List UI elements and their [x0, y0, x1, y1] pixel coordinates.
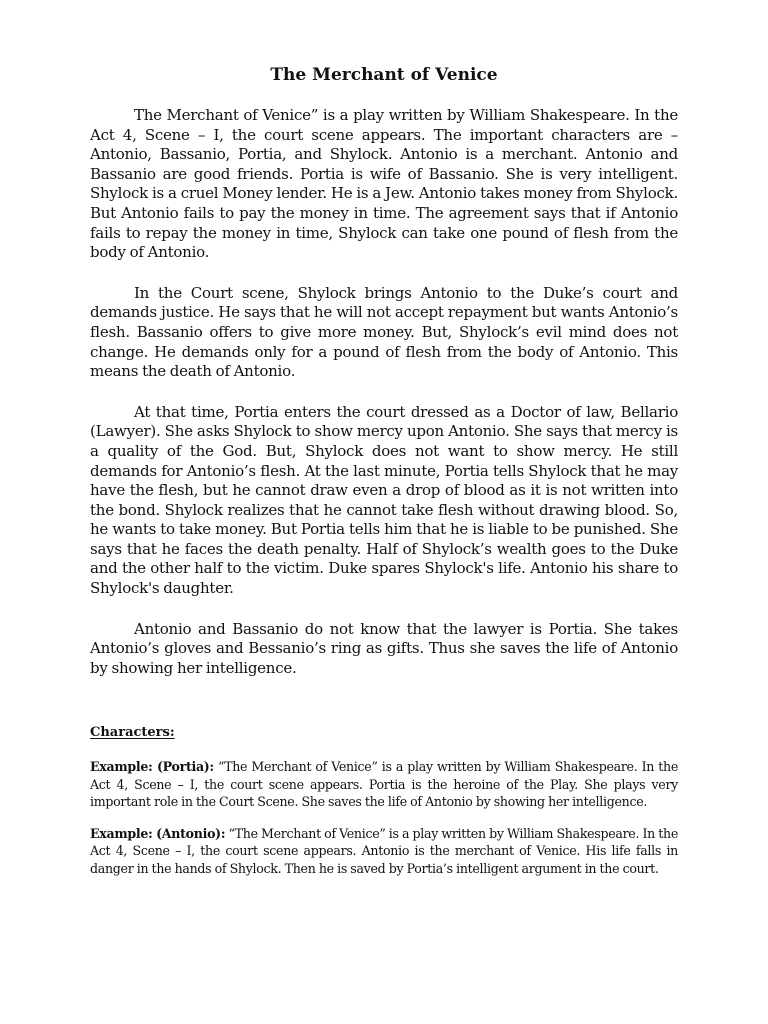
example-portia-label: Example: (Portia): — [90, 759, 214, 774]
example-antonio — [90, 825, 678, 878]
paragraph-conclusion: Antonio and Bassanio do not know that the lawyer is Portia. She takes Antonio’s gloves and Bessanio’s ring as gifts. Thus she saves the life of Antonio by showing her intelligence. — [90, 619, 678, 677]
document-title: The Merchant of Venice — [270, 65, 498, 85]
document-body — [90, 106, 678, 699]
example-portia-text: “The Merchant of Venice” is a play written by William Shakespeare. In the Act 4, Scene – I, the court scene appears. Portia is the heroine of the Play. She plays very important role in the Court Scene. She saves the life of Antonio by showing her intelligence. — [90, 759, 678, 810]
paragraph-portia-enters: At that time, Portia enters the court dressed as a Doctor of law, Bellario (Lawyer). She asks Shylock to show mercy upon Antonio. She says that mercy is a quality of the God. But, Shylock does not want to show mercy. He still demands for Antonio’s flesh. At the last minute, Portia tells Shylock that he may have the flesh, but he cannot draw even a drop of blood as it is not written into the bond. Shylock realizes that he cannot take flesh without drawing blood. So, he wants to take money. But Portia tells him that he is liable to be punished. She says that he faces the death penalty. Half of Shylock’s wealth goes to the Duke and the other half to the victim. Duke spares Shylock's life. Antonio his share to Shylock's daughter. — [90, 402, 678, 598]
characters-section — [90, 724, 678, 892]
paragraph-intro: The Merchant of Venice” is a play written by William Shakespeare. In the Act 4, Scene – I, the court scene appears. The important characters are – Antonio, Bassanio, Portia, and Shylock. Antonio is a merchant. Antonio and Bassanio are good friends. Portia is wife of Bassanio. She is very intelligent. Shylock is a cruel Money lender. He is a Jew. Antonio takes money from Shylock. But Antonio fails to pay the money in time. The agreement says that if Antonio fails to repay the money in time, Shylock can take one pound of flesh from the body of Antonio. — [90, 106, 678, 262]
paragraph-court-scene: In the Court scene, Shylock brings Antonio to the Duke’s court and demands justice. He says that he will not accept repayment but wants Antonio’s flesh. Bassanio offers to give more money. But, Shylock’s evil mind does not change. He demands only for a pound of flesh from the body of Antonio. This means the death of Antonio. — [90, 283, 678, 381]
example-antonio-label: Example: (Antonio): — [90, 825, 226, 841]
characters-heading: Characters: — [90, 725, 175, 740]
example-antonio-text: “The Merchant of Venice” is a play written by William Shakespeare. In the Act 4, Scene – I, the court scene appears. Antonio is the merchant of Venice. His life falls in danger in the hands of Shylock. Then he is saved by Portia’s intelligent argument in the court. — [90, 825, 678, 876]
example-portia — [90, 758, 678, 811]
